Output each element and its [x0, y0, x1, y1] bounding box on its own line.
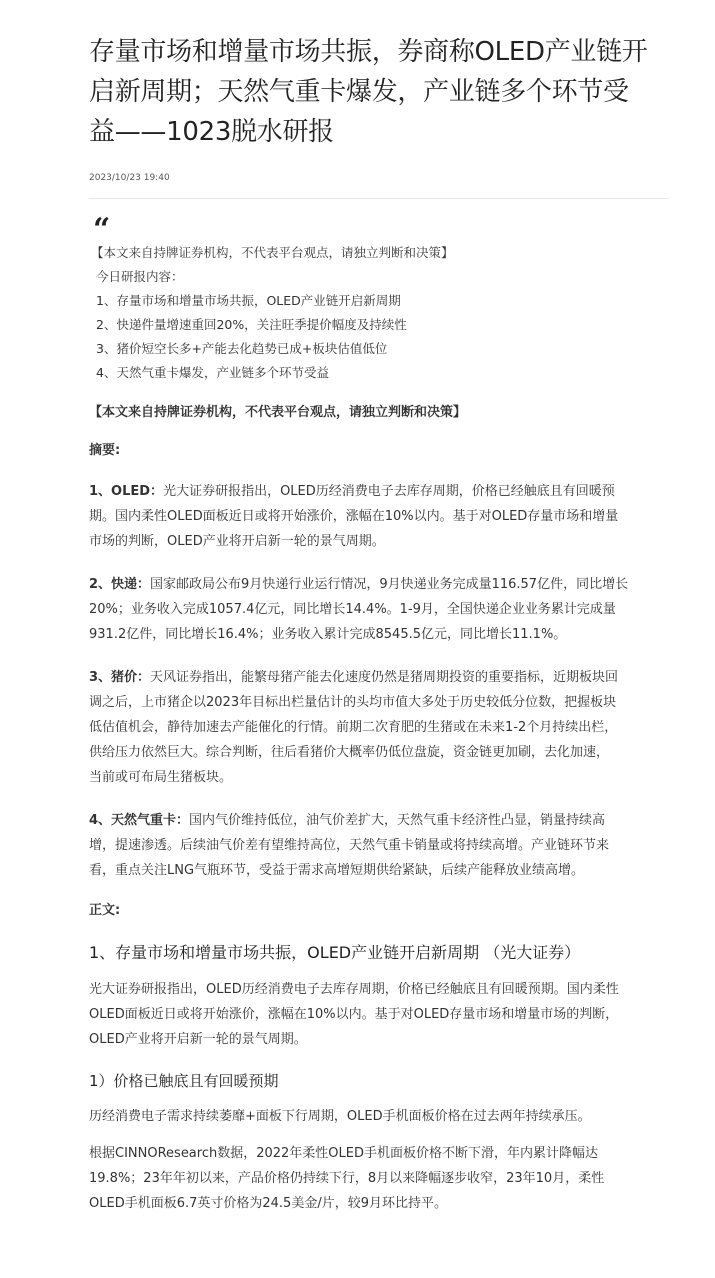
section-heading: 1、存量市场和增量市场共振，OLED产业链开启新周期 （光大证券）: [89, 943, 581, 962]
quote-intro: 今日研报内容：: [96, 269, 184, 284]
quote-mark-icon: “: [93, 212, 111, 247]
body-line: 历经消费电子需求持续萎靡+面板下行周期，OLED手机面板价格在过去两年持续承压。: [89, 1109, 591, 1124]
summary-paragraph-pig-price: [89, 665, 674, 790]
quote-list-item: 3、猪价短空长多+产能去化趋势已成+板块估值低位: [96, 341, 388, 356]
summary-label: 摘要:: [89, 443, 121, 458]
article-title: [89, 32, 668, 152]
summary-line: 看，重点关注LNG气瓶环节，受益于需求高增短期供给紧缺，后续产能释放业绩高增。: [89, 863, 585, 878]
summary-line: 增，提速渗透。后续油气价差有望维持高位，天然气重卡销量或将持续高增。产业链环节来: [89, 838, 610, 853]
summary-lead: 4、天然气重卡：: [89, 813, 190, 828]
summary-line: 931.2亿件，同比增长16.4%；业务收入累计完成8545.5亿元，同比增长11.1%。: [89, 627, 567, 642]
bold-disclaimer: 【本文来自持牌证券机构，不代表平台观点，请独立判断和决策】: [89, 405, 467, 420]
body-paragraph: [89, 1141, 668, 1216]
body-paragraph: [89, 1104, 668, 1129]
quote-disclaimer: 【本文来自持牌证券机构，不代表平台观点，请独立判断和决策】: [91, 245, 454, 260]
summary-paragraph-gas-truck: [89, 808, 674, 883]
body-label: 正文:: [89, 903, 121, 918]
body-paragraph: [89, 977, 668, 1052]
quote-list-item: 4、天然气重卡爆发，产业链多个环节受益: [96, 365, 329, 380]
body-line: 19.8%；23年年初以来，产品价格仍持续下行，8月以来降幅逐步收窄，23年10月，柔性: [89, 1171, 605, 1186]
summary-lead: 3、猪价：: [89, 670, 151, 685]
summary-line: 低估值机会，静待加速去产能催化的行情。前期二次育肥的生猪或在未来1-2个月持续出栏，: [89, 720, 618, 735]
summary-line: 国内气价维持低位，油气价差扩大，天然气重卡经济性凸显，销量持续高: [189, 813, 606, 828]
summary-lead: 1、OLED：: [89, 484, 164, 499]
body-line: OLED产业将开启新一轮的景气周期。: [89, 1032, 307, 1047]
summary-line: 期。国内柔性OLED面板近日或将开始涨价，涨幅在10%以内。基于对OLED存量市场和增量: [89, 509, 619, 524]
header-divider: [89, 198, 669, 199]
article-title-line: 启新周期；天然气重卡爆发，产业链多个环节受: [89, 77, 629, 107]
article-title-line: 存量市场和增量市场共振，券商称OLED产业链开: [89, 37, 648, 67]
article-title-line: 益——1023脱水研报: [89, 117, 334, 147]
quote-list-item: 2、快递件量增速重回20%，关注旺季提价幅度及持续性: [96, 317, 407, 332]
summary-line: 光大证券研报指出，OLED历经消费电子去库存周期，价格已经触底且有回暖预: [163, 484, 615, 499]
publish-date: 2023/10/23 19:40: [89, 173, 170, 183]
body-line: 根据CINNOResearch数据，2022年柔性OLED手机面板价格不断下滑，年内累计降幅达: [89, 1146, 599, 1161]
quote-list-item: 1、存量市场和增量市场共振，OLED产业链开启新周期: [96, 293, 401, 308]
summary-line: 国家邮政局公布9月快递行业运行情况，9月快递业务完成量116.57亿件，同比增长: [150, 577, 629, 592]
body-line: OLED面板近日或将开始涨价，涨幅在10%以内。基于对OLED存量市场和增量市场的判断，: [89, 1007, 619, 1022]
summary-line: 当前或可布局生猪板块。: [89, 770, 233, 785]
summary-line: 调之后，上市猪企以2023年目标出栏量估计的头均市值大多处于历史较低分位数，把握板块: [89, 695, 617, 710]
summary-line: 20%；业务收入完成1057.4亿元，同比增长14.4%。1-9月，全国快递企业业务累计完成量: [89, 602, 616, 617]
body-line: 光大证券研报指出，OLED历经消费电子去库存周期，价格已经触底且有回暖预期。国内柔性: [89, 982, 619, 997]
summary-lead: 2、快递：: [89, 577, 151, 592]
summary-line: 供给压力依然巨大。综合判断，往后看猪价大概率仍低位盘旋，资金链更加刷，去化加速，: [89, 745, 610, 760]
summary-paragraph-express: [89, 572, 674, 647]
quote-block: [89, 212, 668, 385]
subsection-heading: 1）价格已触底且有回暖预期: [89, 1072, 279, 1090]
summary-paragraph-oled: [89, 479, 674, 554]
summary-line: 天风证券指出，能繁母猪产能去化速度仍然是猪周期投资的重要指标，近期板块回: [150, 670, 619, 685]
body-line: OLED手机面板6.7英寸价格为24.5美金/片，较9月环比持平。: [89, 1196, 447, 1211]
summary-line: 市场的判断，OLED产业将开启新一轮的景气周期。: [89, 534, 385, 549]
